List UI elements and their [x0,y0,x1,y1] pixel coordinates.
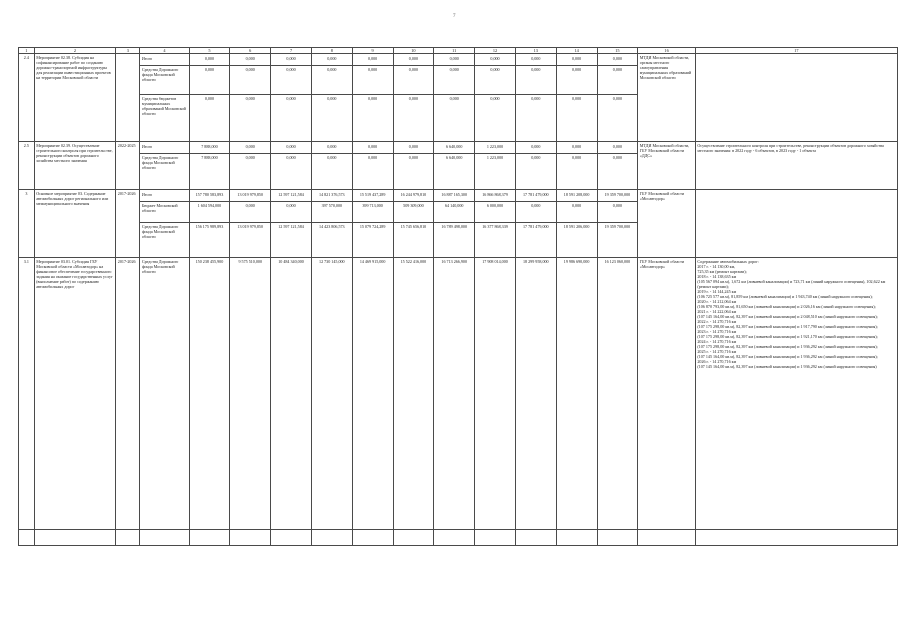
result-line: 2025 г. - 14 270,716 км [697,348,737,354]
amount: 0,000 [190,94,230,102]
amount: 14 469 915,000 [352,258,393,530]
result [695,258,897,530]
empty-cell [393,530,434,546]
funding-source: Средства бюджетов муниципальных образований Московской области [140,94,188,117]
amount-cell [475,54,516,142]
result-line: 2026 г. - 14 270,716 км [697,358,737,364]
amount-cell [475,142,516,190]
amount: 0,000 [408,56,419,62]
funding-source: Итого [141,192,153,198]
amount-cell [393,54,434,142]
header-col: 11 [434,48,475,54]
amount: 9 575 510,000 [230,258,271,530]
amount: 0,000 [190,65,230,94]
amount: 0,000 [434,94,474,102]
amount: 0,000 [598,94,638,102]
amount: 19 986 690,000 [556,258,597,530]
amount: 0,000 [230,201,270,222]
amount-cell [515,142,556,190]
table-row [19,258,898,530]
amount: 0,000 [368,144,378,150]
amount: 0,000 [490,56,500,62]
funding-source: Бюджет Московской области [140,201,188,222]
row-number: 3 [19,190,35,258]
amount: 0,000 [368,56,378,62]
table-row [19,54,898,142]
amount: 0,000 [353,153,393,161]
amount: 150 238 455,900 [189,258,230,530]
amount-cell [230,54,271,142]
amount: 15 745 656,810 [394,222,434,230]
amount: 0,000 [598,153,638,161]
amount: 0,000 [204,56,215,62]
amount: 6 000,000 [475,201,515,222]
amount: 0,000 [571,144,582,150]
amount-cell [597,190,638,258]
amount: 1 223,000 [486,144,504,150]
amount-cell [393,142,434,190]
result-line: Содержание автомобильных дорог: [697,259,760,265]
amount: 15 079 724,289 [353,222,393,230]
amount: 0,000 [245,56,255,62]
result-line: 2024 г. - 14 270,716 км [697,338,737,344]
period: 2022-2025 [116,142,140,190]
measure-name: Мероприятие 02.38. Субсидия на софинансирование работ по созданию дорожно-транспортной инфраструктуры для реализации инвестиционных проектов на территории Московской области [34,54,116,142]
table-row [19,142,898,190]
program-table [18,47,898,546]
amount: 17 908 014,000 [475,258,516,530]
funding-source-cell [140,142,189,190]
header-col: 5 [189,48,230,54]
funding-source: Средства Дорожного фонда Московской области [140,65,188,94]
measure-name: Мероприятие 03.01. Субсидия ГБУ Московской области «Мосавтодор» на финансовое обеспечение государственного задания на оказание государственных услуг (выполнение работ) по содержанию автомобильных дорог [34,258,116,530]
result-line: (106 725 577 кв.м), 81,859 км (ливневой канализации) и 1 943,740 км (линий наружного освещения); [697,294,873,300]
amount-cell [352,190,393,258]
amount: 19 359 700,000 [598,222,638,230]
empty-cell [556,530,597,546]
header-col: 6 [230,48,271,54]
result-line: 2022 г. - 14 270,716 км [697,319,737,325]
amount: 16 244 979,810 [400,192,427,198]
page-number: 7 [453,14,456,19]
amount-cell [189,142,230,190]
amount-cell [189,54,230,142]
period: 2017-2026 [116,190,140,258]
amount: 19 359 700,000 [604,192,631,198]
amount: 17 781 479,000 [523,192,549,198]
amount-cell [556,190,597,258]
amount: 397 570,000 [312,201,352,222]
row-number: 2.4 [19,54,35,142]
period [116,54,140,142]
empty-cell [475,530,516,546]
amount: 0,000 [286,144,296,150]
amount: 17 781 479,000 [516,222,556,230]
amount: 0,000 [531,56,541,62]
result [695,190,897,258]
empty-cell [695,530,897,546]
amount-cell [434,190,475,258]
header-col: 4 [140,48,189,54]
amount-cell [352,142,393,190]
amount: 13 019 979,850 [230,222,270,230]
amount: 15 519 437,289 [359,192,386,198]
header-col: 2 [34,48,116,54]
amount: 16 713 266,900 [434,258,475,530]
funding-source-cell [140,54,189,142]
amount: 12 597 121,584 [278,192,304,198]
amount: 16 123 060,000 [597,258,638,530]
amount: 0,000 [475,94,515,102]
amount: 0,000 [557,65,597,94]
amount-cell [230,190,271,258]
header-col: 16 [638,48,696,54]
result-line: 2018 г. - 14 138,635 км [697,274,737,280]
amount: 18 591 206,000 [557,222,597,230]
amount: 0,000 [557,201,597,222]
amount: 18 299 958,000 [515,258,556,530]
empty-cell [140,530,189,546]
amount: 0,000 [394,153,434,161]
amount-cell [352,54,393,142]
amount: 0,000 [612,56,622,62]
amount: 0,000 [312,153,352,161]
amount: 0,000 [245,144,255,150]
amount: 0,000 [312,65,352,94]
amount: 157 780 583,893 [195,192,224,198]
empty-cell [638,530,696,546]
result [695,54,897,142]
amount: 0,000 [516,201,556,222]
amount: 16 887 165,300 [441,192,467,198]
amount: 7 888,000 [190,153,230,161]
result-line: (107 175 298,00 кв.м), 82,397 км (ливневой канализации) и 1 921,170 км (линий наружного освещения); [697,334,878,339]
amount-cell [556,54,597,142]
result-line: (105 567 094 кв.м), 1,672 км (ливневой канализации) и 723,71 км (линий наружного освещения), 102,622 км (ремонт картами); [697,279,886,290]
amount: 0,000 [230,65,270,94]
header-col: 12 [475,48,516,54]
amount-cell [515,190,556,258]
funding-source: Итого [141,144,153,150]
amount: 0,000 [557,94,597,102]
amount: 0,000 [353,65,393,94]
amount: 10 484 340,000 [271,258,312,530]
amount: 0,000 [394,65,434,94]
header-col: 8 [311,48,352,54]
result-line: 2021 г. - 14 222,064 км [697,309,737,315]
result-line: 2020 г. - 14 212,064 км [697,299,737,305]
amount: 12 730 145,000 [311,258,352,530]
amount: 6 640,000 [434,153,474,161]
result: Осуществление строительного контроля при строительстве, реконструкции объектов дорожного хозяйства местного значения: в 2022 году - 6 объектов, в 2023 году - 1 объекта [695,142,897,190]
amount: 1 604 594,000 [190,201,230,222]
amount: 0,000 [286,56,296,62]
amount: 16 789 498,000 [434,222,474,230]
header-col: 7 [271,48,312,54]
amount-cell [597,142,638,190]
amount-cell [556,142,597,190]
result-line: 2019 г. - 14 144,245 км [697,289,737,295]
amount: 0,000 [271,94,311,102]
responsible: ГБУ Московской области «Мосавтодор» [638,190,696,258]
amount: 0,000 [598,65,638,94]
header-col: 14 [556,48,597,54]
amount: 0,000 [434,65,474,94]
table-row [19,190,898,258]
row-number: 2.5 [19,142,35,190]
empty-cell [352,530,393,546]
amount: 0,000 [516,153,556,161]
header-col: 17 [695,48,897,54]
amount: 0,000 [271,201,311,222]
amount: 509 309,000 [394,201,434,222]
empty-cell [230,530,271,546]
header-col: 13 [515,48,556,54]
amount-cell [434,54,475,142]
header-col: 10 [393,48,434,54]
amount: 0,000 [571,56,582,62]
measure-name: Основное мероприятие 03. Содержание автомобильных дорог регионального или межмуниципального значения [34,190,116,258]
amount: 0,000 [475,65,515,94]
result-line: (106 870 793,00 кв.м), 81,650 км (ливневой канализации) и 2 026,16 км (линий наружного освещения); [697,304,876,310]
amount-cell [434,142,475,190]
funding-source: Средства Дорожного фонда Московской области [140,153,188,171]
amount: 0,000 [531,144,541,150]
amount: 399 713,000 [353,201,393,222]
result-line: (107 175 298,00 кв.м), 82,397 км (ливневой канализации) и 1 917,790 км (линий наружного освещения); [697,324,878,330]
amount-cell [311,142,352,190]
result-line: (107 145 164,00 кв.м), 82,397 км (ливневой канализации) и 1 936,292 км (линий наружного освещения) [697,363,877,369]
amount: 7 888,000 [201,144,218,150]
amount-cell [189,190,230,258]
row-number [19,530,35,546]
amount-cell [597,54,638,142]
empty-cell [116,530,140,546]
amount-cell [515,54,556,142]
amount: 12 597 121,584 [271,222,311,230]
amount: 0,000 [271,65,311,94]
amount: 0,000 [230,153,270,161]
amount-cell [311,190,352,258]
funding-source: Средства Дорожного фонда Московской области [140,258,189,530]
funding-source-cell [140,190,189,258]
amount-cell [271,54,312,142]
amount-cell [475,190,516,258]
amount-cell [271,190,312,258]
empty-cell [271,530,312,546]
header-col: 9 [352,48,393,54]
amount-cell [271,142,312,190]
header-col: 15 [597,48,638,54]
funding-source: Итого [141,56,153,62]
measure-name: Мероприятие 02.39. Осуществление строительного контроля при строительстве, реконструкции объектов дорожного хозяйства местного значения [34,142,116,190]
responsible: МТДИ Московской области, органы местного самоуправления муниципальных образований Московской области [638,54,696,142]
empty-cell [434,530,475,546]
amount: 1 223,000 [475,153,515,161]
amount: 0,000 [516,94,556,102]
amount: 14 423 806,573 [312,222,352,230]
period: 2017-2026 [116,258,140,530]
amount-cell [230,142,271,190]
result-line: 725,35 км (ремонт картами); [697,269,747,275]
amount: 0,000 [408,144,419,150]
amount: 13 019 979,850 [237,192,264,198]
amount: 16 866 868,379 [482,192,508,198]
funding-source: Средства Дорожного фонда Московской области [140,222,188,240]
result-line: (107 145 164,00 кв.м), 82,397 км (ливневой канализации) и 1 936,292 км (линий наружного освещения); [697,353,878,359]
header-col: 1 [19,48,35,54]
amount: 0,000 [394,94,434,102]
amount: 0,000 [312,94,352,102]
empty-cell [311,530,352,546]
result-line: 2023 г. - 14 270,716 км [697,329,737,335]
header-col: 3 [116,48,140,54]
responsible: ГБУ Московской области «Мосавтодор» [638,258,696,530]
amount: 0,000 [327,144,337,150]
amount-cell [393,190,434,258]
amount: 0,000 [327,56,337,62]
empty-cell [189,530,230,546]
amount: 14 821 376,573 [319,192,345,198]
row-number: 3.1 [19,258,35,530]
empty-cell [597,530,638,546]
measure-name [34,530,116,546]
amount: 18 591 208,000 [563,192,590,198]
result-line: (107 145 164,00 кв.м), 82,397 км (ливневой канализации) и 2 048,510 км (линий наружного освещения); [697,314,878,320]
amount: 0,000 [612,144,622,150]
result-line: (107 175 298,00 кв.м), 82,397 км (ливневой канализации) и 1 936,292 км (линий наружного освещения); [697,343,878,349]
amount: 0,000 [353,94,393,102]
amount: 0,000 [557,153,597,161]
amount: 16 377 868,339 [475,222,515,230]
amount: 0,000 [230,94,270,102]
amount: 6 640,000 [446,144,463,150]
result-line: 2017 г. - 14 130,00 км, [697,264,736,270]
amount: 0,000 [271,153,311,161]
amount: 64 140,000 [434,201,474,222]
empty-cell [515,530,556,546]
amount: 15 522 416,000 [393,258,434,530]
amount: 0,000 [449,56,459,62]
amount: 156 175 989,893 [190,222,230,230]
table-row [19,530,898,546]
amount: 0,000 [598,201,638,222]
responsible: МТДИ Московской области, ГБУ Московской области «ДДС» [638,142,696,190]
amount-cell [311,54,352,142]
amount: 0,000 [516,65,556,94]
